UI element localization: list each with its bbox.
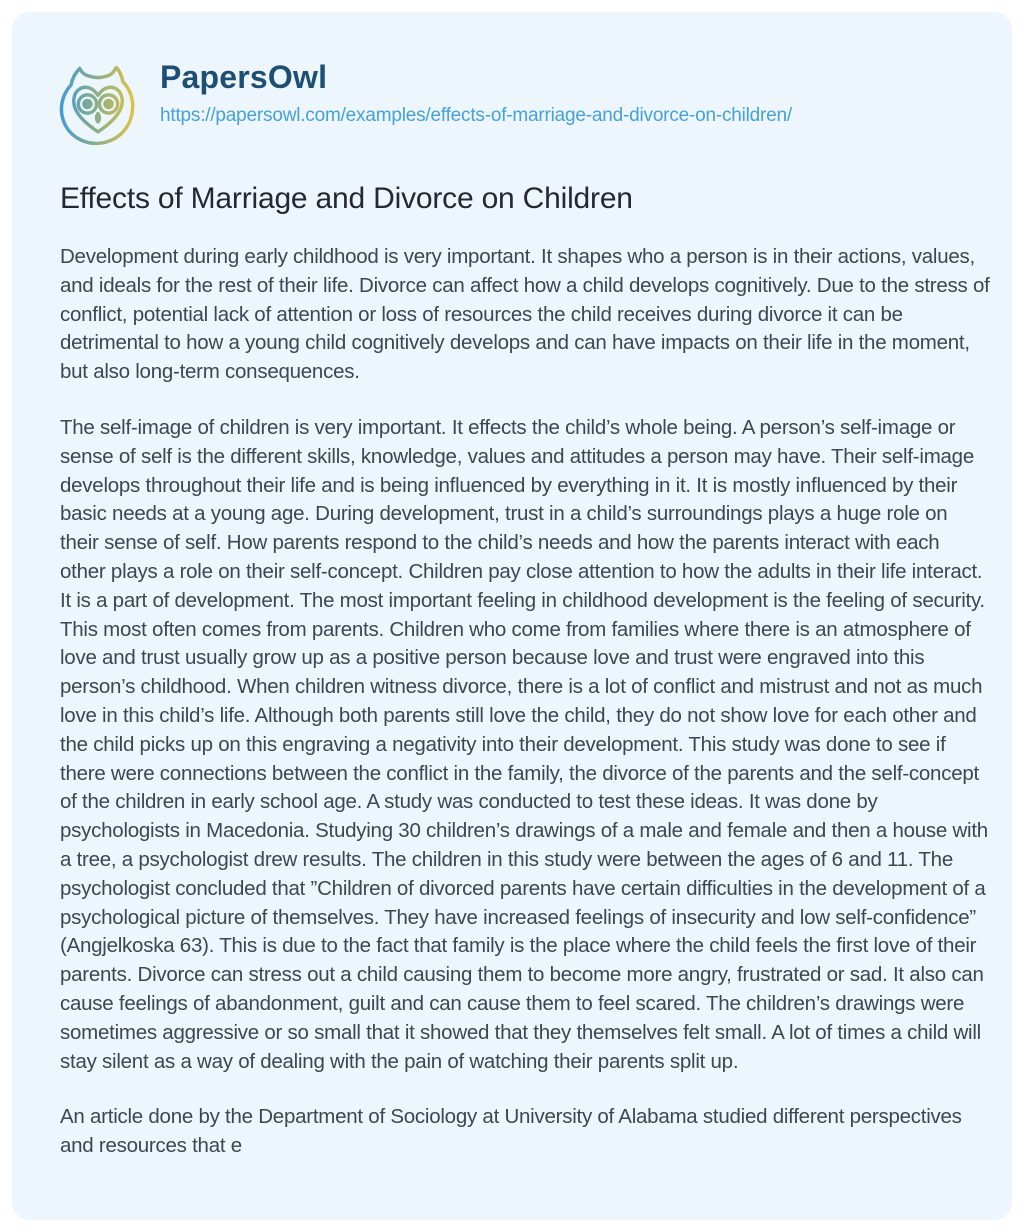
article-url-link[interactable]: https://papersowl.com/examples/effects-of-marriage-and-divorce-on-children/ [160, 105, 792, 127]
header [50, 56, 974, 152]
article-card [12, 12, 1012, 1220]
essay-body [60, 243, 990, 1161]
owl-icon [50, 56, 146, 152]
page-title: Effects of Marriage and Divorce on Children [60, 182, 633, 215]
essay-paragraph: Development during early childhood is very important. It shapes who a person is in their actions, values, and ideals for the rest of their life. Divorce can affect how a child develops cognitively. Due to the stress of conflict, potential lack of attention or loss of resources the child receives during divorce it can be detrimental to how a young child cognitively develops and can have impacts on their life in the moment, but also long-term consequences. [60, 245, 990, 384]
essay-paragraph: An article done by the Department of Sociology at University of Alabama studied different perspectives and resources that e [60, 1105, 962, 1158]
papersowl-logo [50, 56, 146, 152]
brand-name: PapersOwl [160, 59, 328, 95]
brand-block [160, 56, 792, 127]
essay-paragraph: The self-image of children is very important. It effects the child’s whole being. A person’s self-image or sense of self is the different skills, knowledge, values and attitudes a person may have. Their self-image develops throughout their life and is being influenced by everything in it. It is mostly influenced by their basic needs at a young age. During development, trust in a child’s surroundings plays a huge role on their sense of self. How parents respond to the child’s needs and how the parents interact with each other plays a role on their self-concept. Children pay close attention to how the adults in their life interact. It is a part of development. The most important feeling in childhood development is the feeling of security. This most often comes from parents. Children who come from families where there is an atmosphere of love and trust usually grow up as a positive person because love and trust were engraved into this person’s childhood. When children witness divorce, there is a lot of conflict and mistrust and not as much love in this child’s life. Although both parents still love the child, they do not show love for each other and the child picks up on this engraving a negativity into their development. This study was done to see if there were connections between the conflict in the family, the divorce of the parents and the self-concept of the children in early school age. A study was conducted to test these ideas. It was done by psychologists in Macedonia. Studying 30 children’s drawings of a male and female and then a house with a tree, a psychologist drew results. The children in this study were between the ages of 6 and 11. The psychologist concluded that ”Children of divorced parents have certain difficulties in the development of a psychological picture of themselves. They have increased feelings of insecurity and low self-confidence” (Angjelkoska 63). This is due to the fact that family is the place where the child feels the first love of their parents. Divorce can stress out a child causing them to become more angry, frustrated or sad. It also can cause feelings of abandonment, guilt and can cause them to feel scared. The children’s drawings were sometimes aggressive or so small that it showed that they themselves felt small. A lot of times a child will stay silent as a way of dealing with the pain of watching their parents split up. [60, 415, 988, 1073]
